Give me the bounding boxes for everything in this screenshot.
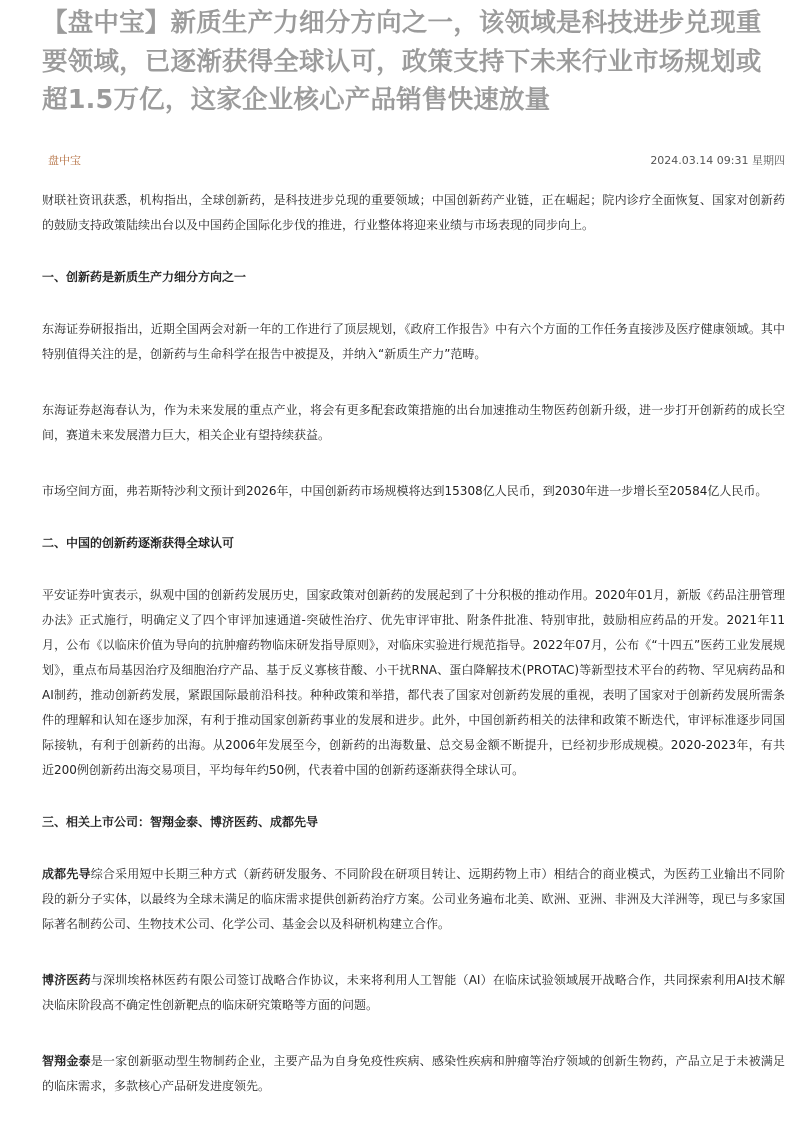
company-description: 综合采用短中长期三种方式（新药研发服务、不同阶段在研项目转让、远期药物上市）相结合的商业模式，为医药工业输出不同阶段的新分子实体，以最终为全球未满足的临床需求提供创新药治疗方案。公司业务遍布北美、欧洲、亚洲、非洲及大洋洲等，现已与多家国际著名制药公司、生物技术公司、化学公司、基金会以及科研机构建立合作。 [42, 866, 785, 931]
section1-paragraph-3: 市场空间方面，弗若斯特沙利文预计到2026年，中国创新药市场规模将达到15308亿人民币，到2030年进一步增长至20584亿人民币。 [42, 483, 768, 498]
section-heading-3: 三、相关上市公司：智翔金泰、博济医药、成都先导 [42, 814, 319, 829]
source-link[interactable]: 盘中宝 [48, 153, 81, 167]
article-meta [42, 144, 785, 174]
publish-datetime: 2024.03.14 09:31 星期四 [650, 153, 785, 167]
company-paragraph-2 [42, 968, 785, 1018]
company-name: 成都先导 [42, 866, 91, 881]
company-description: 与深圳埃格林医药有限公司签订战略合作协议，未来将利用人工智能（AI）在临床试验领域展开战略合作，共同探索利用AI技术解决临床阶段高不确定性创新靶点的临床研究策略等方面的问题。 [42, 972, 785, 1012]
company-paragraph-1 [42, 862, 785, 937]
section2-paragraph-1: 平安证券叶寅表示，纵观中国的创新药发展历史，国家政策对创新药的发展起到了十分积极的推动作用。2020年01月，新版《药品注册管理办法》正式施行，明确定义了四个审评加速通道-突破性治疗、优先审评审批、附条件批准、特别审批，鼓励相应药品的开发。2021年11月，公布《以临床价值为导向的抗肿瘤药物临床研发指导原则》，对临床实验进行规范指导。2022年07月，公布《“十四五”医药工业发展规划》，重点布局基因治疗及细胞治疗产品、基于反义寡核苷酸、小干扰RNA、蛋白降解技术(PROTAC)等新型技术平台的药物、罕见病药品和AI制药，推动创新药发展，紧跟国际最前沿科技。种种政策和举措，都代表了国家对创新药发展的重视，表明了国家对于创新药发展所需条件的理解和认知在逐步加深，有利于推动国家创新药事业的发展和进步。此外，中国创新药相关的法律和政策不断迭代，审评标准逐步同国际接轨，有利于创新药的出海。从2006年发展至今，创新药的出海数量、总交易金额不断提升，已经初步形成规模。2020-2023年，有共近200例创新药出海交易项目，平均每年约50例，代表着中国的创新药逐渐获得全球认可。 [42, 587, 785, 777]
section1-paragraph-1: 东海证券研报指出，近期全国两会对新一年的工作进行了顶层规划，《政府工作报告》中有六个方面的工作任务直接涉及医疗健康领域。其中特别值得关注的是，创新药与生命科学在报告中被提及，并纳入“新质生产力”范畴。 [42, 321, 785, 361]
company-name: 博济医药 [42, 972, 91, 987]
section-heading-2: 二、中国的创新药逐渐获得全球认可 [42, 535, 235, 550]
company-description: 是一家创新驱动型生物制药企业，主要产品为自身免疫性疾病、感染性疾病和肿瘤等治疗领域的创新生物药，产品立足于未被满足的临床需求，多款核心产品研发进度领先。 [42, 1053, 785, 1093]
company-paragraph-3 [42, 1049, 785, 1099]
section-heading-1: 一、创新药是新质生产力细分方向之一 [42, 269, 247, 284]
article-title: 【盘中宝】新质生产力细分方向之一，该领域是科技进步兑现重要领域，已逐渐获得全球认可，政策支持下未来行业市场规划或超1.5万亿，这家企业核心产品销售快速放量 [42, 8, 762, 115]
company-name: 智翔金泰 [42, 1053, 91, 1068]
section1-paragraph-2: 东海证券赵海春认为，作为未来发展的重点产业，将会有更多配套政策措施的出台加速推动生物医药创新升级，进一步打开创新药的成长空间，赛道未来发展潜力巨大，相关企业有望持续获益。 [42, 402, 785, 442]
intro-paragraph: 财联社资讯获悉，机构指出，全球创新药，是科技进步兑现的重要领域；中国创新药产业链，正在崛起；院内诊疗全面恢复、国家对创新药的鼓励支持政策陆续出台以及中国药企国际化步伐的推进，行业整体将迎来业绩与市场表现的同步向上。 [42, 192, 785, 232]
